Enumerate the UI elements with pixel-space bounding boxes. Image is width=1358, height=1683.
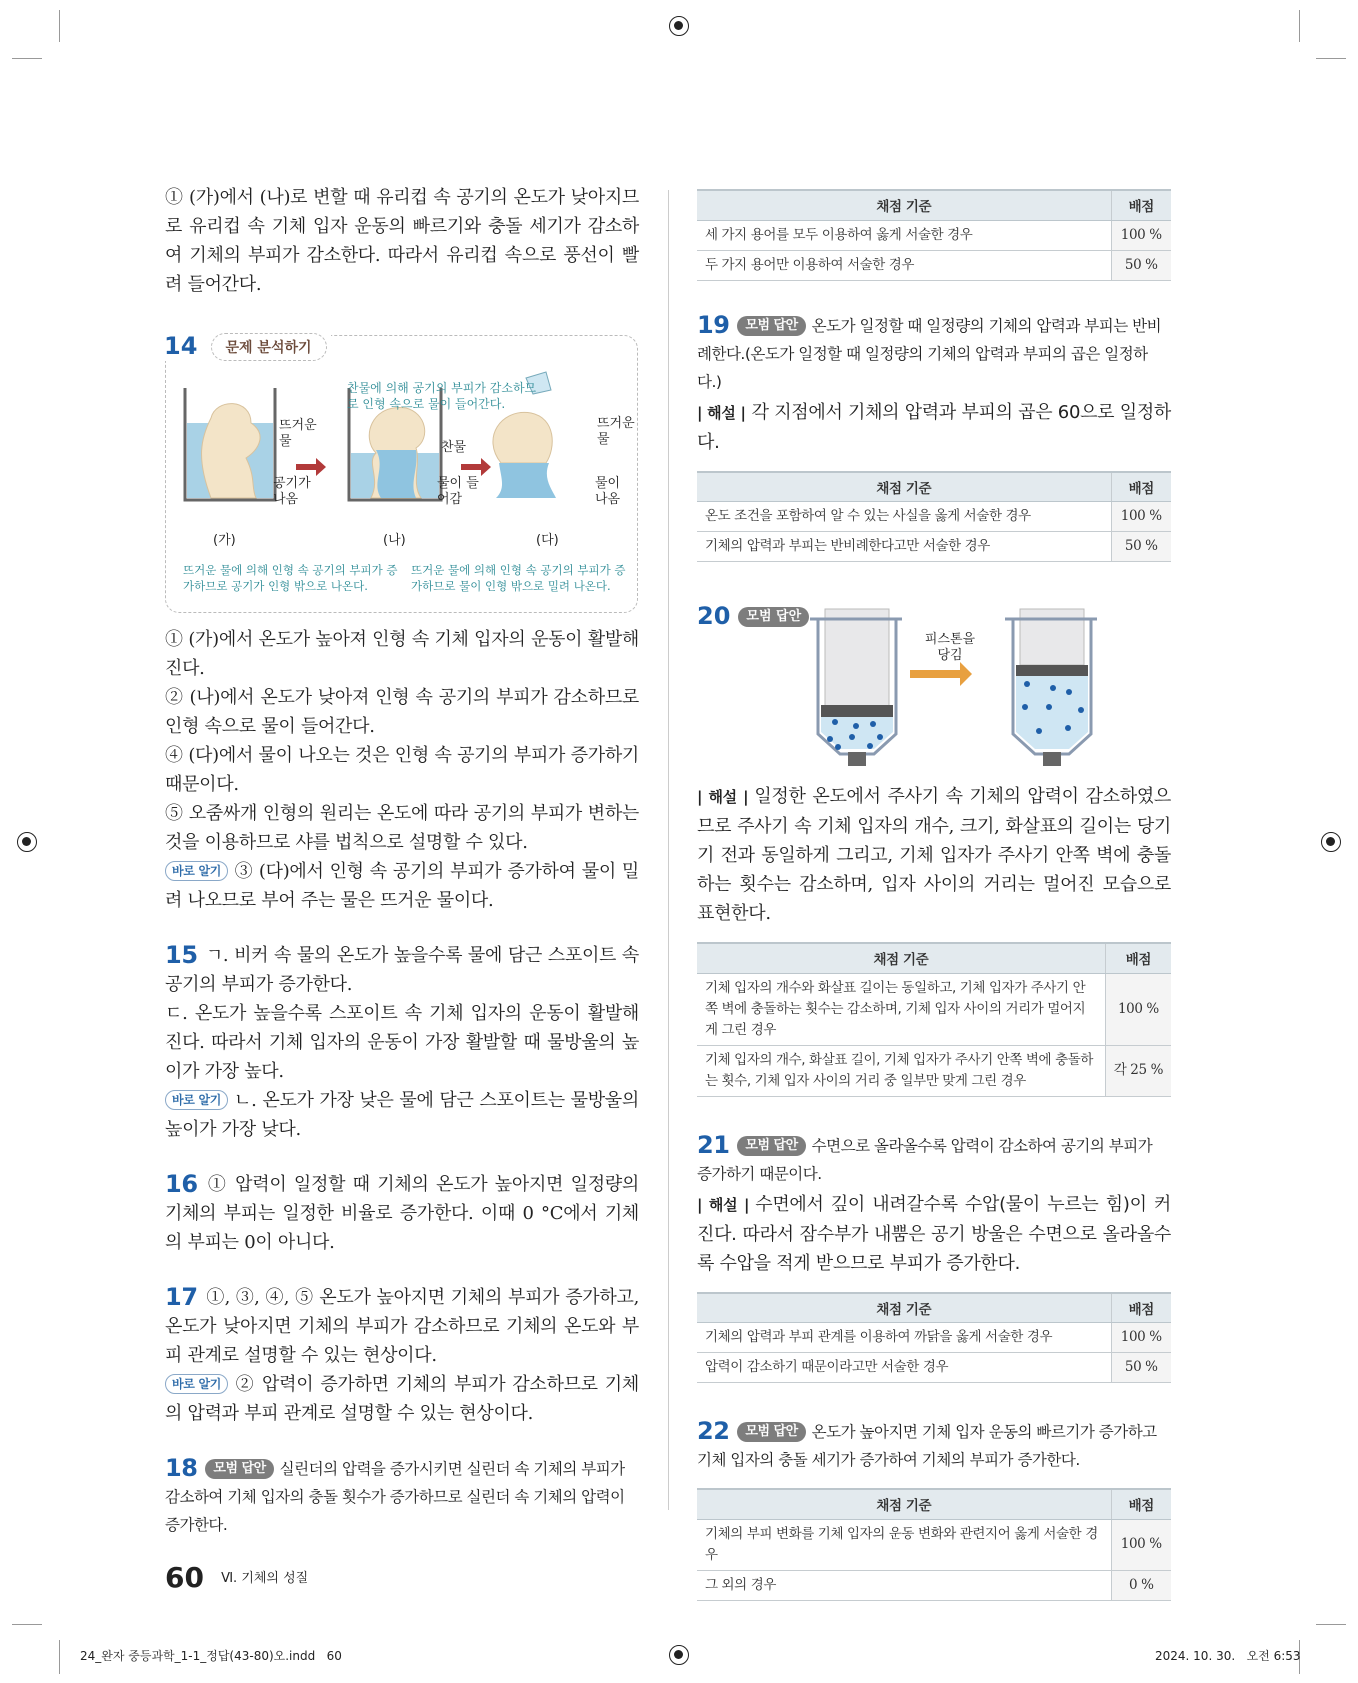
intro-paragraph: ① (가)에서 (나)로 변할 때 유리컵 속 공기의 온도가 낮아지므로 유리컵 속 기체 입자 운동의 빠르기와 충돌 세기가 감소하여 기체의 부피가 감소한다. 따라서 유리컵 속으로 풍선이 빨려 들어간다. — [165, 187, 639, 295]
left-column — [165, 183, 639, 1594]
column-divider — [668, 190, 669, 1510]
arrow-label: 피스톤을 당김 — [924, 632, 976, 663]
right-column — [697, 189, 1171, 1601]
header-criteria: 채점 기준 — [697, 1489, 1111, 1519]
label-c: (다) — [536, 533, 559, 548]
q14-header — [164, 332, 331, 361]
answer-text: ① 압력이 일정할 때 기체의 온도가 높아지면 일정량의 기체의 부피는 일정한 비율로 증가한다. 이때 0 °C에서 기체의 부피는 0이 아니다. — [165, 1174, 639, 1253]
registration-mark-icon — [17, 832, 37, 852]
syringe-after — [1005, 609, 1097, 766]
crop-mark — [59, 10, 60, 42]
q22 — [697, 1417, 1171, 1474]
question-number: 18 — [165, 1454, 198, 1482]
page-number: 60 — [165, 1561, 204, 1594]
scoring-table-22 — [697, 1488, 1171, 1601]
table-row: 기체 입자의 개수와 화살표 길이는 동일하고, 기체 입자가 주사기 안쪽 벽에 충돌하는 횟수는 감소하며, 기체 입자 사이의 거리가 멀어지게 그린 경우 100 % — [697, 973, 1171, 1045]
analysis-tag: 문제 분석하기 — [211, 333, 327, 361]
q20-explanation — [697, 782, 1171, 928]
question-number: 22 — [697, 1417, 730, 1445]
note-c: 뜨거운 물에 의해 인형 속 공기의 부피가 증가하므로 물이 인형 밖으로 밀려 나온다. — [411, 563, 626, 593]
question-number: 20 — [697, 602, 731, 630]
registration-mark-icon — [669, 16, 689, 36]
answer-text: ㄷ. 온도가 높을수록 스포이트 속 기체 입자의 운동이 활발해진다. 따라서 기체 입자의 운동이 가장 활발할 때 물방울의 높이가 가장 높다. — [165, 1003, 639, 1082]
arrow-icon — [296, 458, 326, 476]
scoring-table-18 — [697, 189, 1171, 281]
know-tag: 바로 알기 — [165, 1374, 228, 1394]
header-score: 배점 — [1111, 472, 1171, 502]
header-criteria: 채점 기준 — [697, 190, 1111, 220]
arrow-icon — [461, 458, 491, 476]
registration-mark-icon — [1321, 832, 1341, 852]
explanation-tag: | 해설 | — [697, 1195, 750, 1214]
crop-mark — [12, 1624, 42, 1625]
q18 — [165, 1454, 639, 1539]
table-row: 기체의 압력과 부피 관계를 이용하여 까닭을 옳게 서술한 경우 100 % — [697, 1323, 1171, 1353]
table-row: 온도 조건을 포함하여 알 수 있는 사실을 옳게 서술한 경우 100 % — [697, 502, 1171, 532]
q21 — [697, 1131, 1171, 1278]
model-answer-badge: 모범 답안 — [737, 1422, 805, 1442]
know-tag: 바로 알기 — [165, 1090, 228, 1110]
question-number: 19 — [697, 310, 730, 339]
q20-figure-block — [697, 602, 1171, 774]
header-criteria: 채점 기준 — [697, 472, 1111, 502]
syringe-diagram — [810, 604, 1110, 769]
crop-mark — [59, 1640, 60, 1674]
registration-mark-icon — [669, 1645, 689, 1665]
scoring-table-20 — [697, 942, 1171, 1097]
know-tag: 바로 알기 — [165, 861, 228, 881]
table-row: 그 외의 경우 0 % — [697, 1570, 1171, 1600]
scoring-table-19 — [697, 471, 1171, 563]
file-slug: 24_완자 중등과학_1-1_정답(43-80)오.indd 60 — [80, 1649, 342, 1663]
explanation-text: 수면에서 깊이 내려갈수록 수압(물이 누르는 힘)이 커진다. 따라서 잠수부가 내뿜은 공기 방울은 수면으로 올라올수록 수압을 적게 받으므로 부피가 증가한다. — [697, 1193, 1171, 1274]
correction-text: ㄴ. 온도가 가장 낮은 물에 담근 스포이트는 물방울의 높이가 가장 낮다. — [165, 1090, 639, 1140]
question-number: 16 — [165, 1170, 198, 1198]
answer-text: 온도가 일정할 때 일정량의 기체의 압력과 부피는 반비례한다.(온도가 일정할 때 일정량의 기체의 압력과 부피의 곱은 일정하다.) — [697, 316, 1162, 391]
answer-text: 실린더의 압력을 증가시키면 실린더 속 기체의 부피가 감소하여 기체 입자의 충돌 횟수가 증가하므로 실린더 속 기체의 압력이 증가한다. — [165, 1460, 625, 1534]
correction-text: ② 압력이 증가하면 기체의 부피가 감소하므로 기체의 압력과 부피 관계로 설명할 수 있는 현상이다. — [165, 1374, 639, 1424]
q14-answers — [165, 625, 639, 915]
correction — [165, 857, 639, 915]
label-hot-water: 뜨거운 물 — [279, 418, 317, 449]
table-row: 기체의 압력과 부피는 반비례한다고만 서술한 경우 50 % — [697, 532, 1171, 562]
answer-item: ① (가)에서 온도가 높아져 인형 속 기체 입자의 운동이 활발해진다. — [165, 629, 639, 679]
header-score: 배점 — [1105, 943, 1171, 973]
answer-item: ⑤ 오줌싸개 인형의 원리는 온도에 따라 공기의 부피가 변하는 것을 이용하므로 샤를 법칙으로 설명할 수 있다. — [165, 803, 639, 853]
q17 — [165, 1283, 639, 1428]
table-row: 세 가지 용어를 모두 이용하여 옳게 서술한 경우 100 % — [697, 220, 1171, 250]
print-date: 2024. 10. 30. 오전 6:53 — [1155, 1649, 1301, 1663]
q15 — [165, 941, 639, 1144]
q20-header — [697, 602, 815, 630]
scoring-table-21 — [697, 1292, 1171, 1384]
page-footer — [165, 1561, 639, 1594]
syringe-before — [810, 609, 902, 766]
answer-text: ㄱ. 비커 속 물의 온도가 높을수록 물에 담근 스포이트 속 공기의 부피가 증가한다. — [165, 945, 639, 995]
table-row: 두 가지 용어만 이용하여 서술한 경우 50 % — [697, 250, 1171, 280]
question-number: 21 — [697, 1130, 730, 1159]
crop-mark — [12, 58, 42, 59]
label-cold-water: 찬물 — [441, 440, 467, 455]
crop-mark — [1299, 10, 1300, 42]
model-answer-badge: 모범 답안 — [738, 607, 809, 627]
table-row: 기체의 부피 변화를 기체 입자의 운동 변화와 관련지어 옳게 서술한 경우 100 % — [697, 1519, 1171, 1570]
crop-mark — [1316, 1624, 1346, 1625]
top-note: 찬물에 의해 공기의 부피가 감소하므로 인형 속으로 물이 들어간다. — [347, 381, 537, 411]
header-score: 배점 — [1111, 1489, 1171, 1519]
question-number: 14 — [164, 332, 198, 360]
question-number: 17 — [165, 1283, 198, 1311]
model-answer-badge: 모범 답안 — [205, 1459, 273, 1479]
label-water-in: 물이 들어감 — [437, 476, 479, 507]
header-score: 배점 — [1111, 190, 1171, 220]
note-a: 뜨거운 물에 의해 인형 속 공기의 부피가 증가하므로 공기가 인형 밖으로 나온다. — [183, 563, 398, 593]
beaker-a — [185, 388, 275, 500]
explanation-tag: | 해설 | — [697, 788, 749, 806]
label-hot-water-2: 뜨거운 물 — [597, 416, 635, 447]
answer-text: 온도가 높아지면 기체 입자 운동의 빠르기가 증가하고 기체 입자의 충돌 세기가 증가하여 기체의 부피가 증가한다. — [697, 1423, 1157, 1469]
answer-item: ④ (다)에서 물이 나오는 것은 인형 속 공기의 부피가 증가하기 때문이다. — [165, 745, 639, 795]
table-row: 기체 입자의 개수, 화살표 길이, 기체 입자가 주사기 안쪽 벽에 충돌하는 횟수, 기체 입자 사이의 거리 중 일부만 맞게 그린 경우 각 25 % — [697, 1045, 1171, 1096]
label-air-out: 공기가 나옴 — [273, 476, 311, 507]
explanation-text: 일정한 온도에서 주사기 속 기체의 압력이 감소하였으므로 주사기 속 기체 입자의 개수, 크기, 화살표의 길이는 당기기 전과 동일하게 그리고, 기체 입자가 주사기 안쪽 벽에 충돌하는 횟수는 감소하며, 입자 사이의 거리는 멀어진 모습으로 표현한다. — [697, 786, 1171, 924]
analysis-box — [164, 332, 638, 613]
header-score: 배점 — [1111, 1293, 1171, 1323]
label-b: (나) — [383, 533, 406, 548]
crop-mark — [1316, 58, 1346, 59]
header-criteria: 채점 기준 — [697, 1293, 1111, 1323]
arrow-icon — [910, 662, 972, 686]
explanation-tag: | 해설 | — [697, 403, 746, 422]
model-answer-badge: 모범 답안 — [737, 316, 805, 336]
chapter-title: Ⅵ. 기체의 성질 — [221, 1571, 309, 1586]
answer-text: ①, ③, ④, ⑤ 온도가 높아지면 기체의 부피가 증가하고, 온도가 낮아지면 기체의 부피가 감소하므로 기체의 온도와 부피 관계로 설명할 수 있는 현상이다. — [165, 1287, 639, 1366]
table-row: 압력이 감소하기 때문이라고만 서술한 경우 50 % — [697, 1353, 1171, 1383]
correction-text: ③ (다)에서 인형 속 공기의 부피가 증가하여 물이 밀려 나오므로 부어 주는 물은 뜨거운 물이다. — [165, 861, 639, 911]
q16 — [165, 1170, 639, 1257]
answer-text: 수면으로 올라올수록 압력이 감소하여 공기의 부피가 증가하기 때문이다. — [697, 1136, 1153, 1183]
label-a: (가) — [213, 533, 236, 548]
explanation-text: 각 지점에서 기체의 압력과 부피의 곱은 60으로 일정하다. — [697, 401, 1171, 453]
q19 — [697, 311, 1171, 457]
answer-item: ② (나)에서 온도가 낮아져 인형 속 공기의 부피가 감소하므로 인형 속으로 물이 들어간다. — [165, 687, 639, 737]
question-number: 15 — [165, 941, 198, 969]
header-criteria: 채점 기준 — [697, 943, 1105, 973]
model-answer-badge: 모범 답안 — [737, 1136, 805, 1156]
label-water-out: 물이 나옴 — [595, 476, 621, 507]
